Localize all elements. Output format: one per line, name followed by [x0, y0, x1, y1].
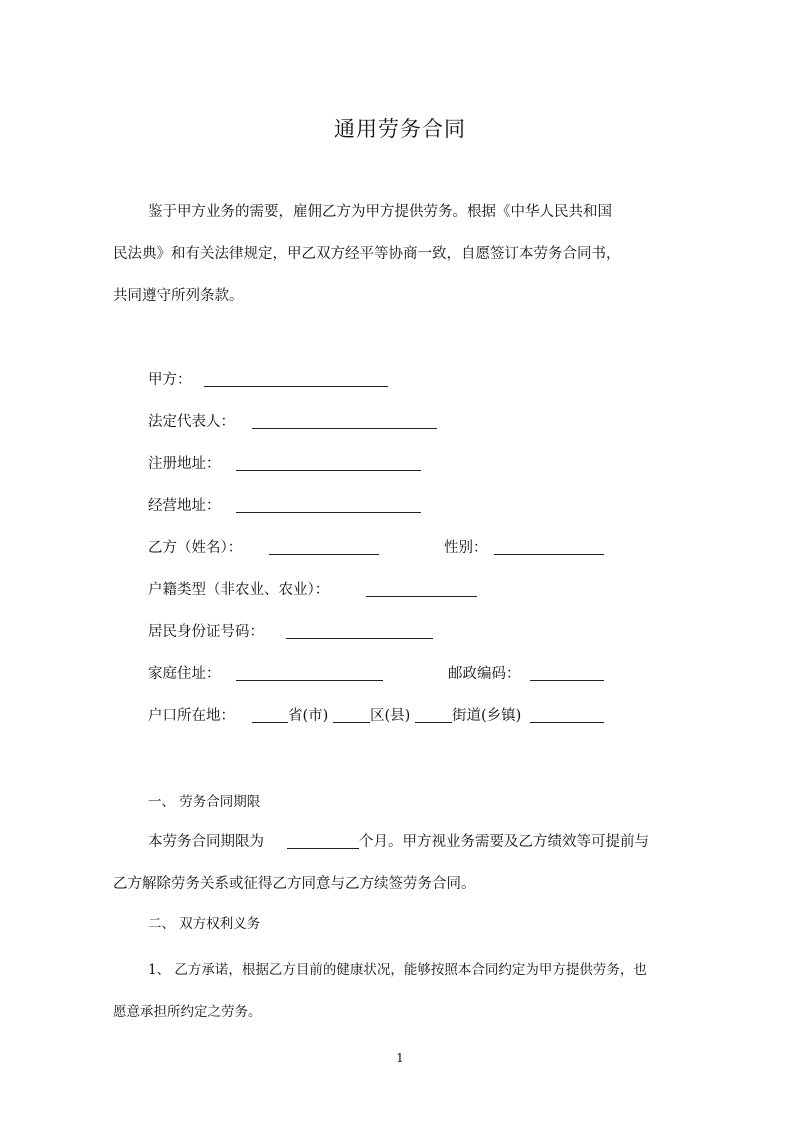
section-2-heading: 二、 双方权利义务 — [148, 916, 261, 932]
section-2-item-1-line-2: 愿意承担所约定之劳务。 — [113, 1004, 262, 1020]
hukou-type-label: 户籍类型（非农业、农业）： — [148, 582, 330, 598]
page-number: 1 — [396, 1051, 404, 1065]
district-label: 区(县) — [370, 708, 411, 724]
street-blank[interactable] — [415, 722, 452, 723]
intro-line-3: 共同遵守所列条款。 — [113, 288, 244, 304]
biz-address-blank[interactable] — [236, 512, 421, 513]
postal-code-label: 邮政编码： — [448, 666, 521, 682]
province-label: 省(市) — [288, 708, 329, 724]
intro-line-1: 鉴于甲方业务的需要，雇佣乙方为甲方提供劳务。根据《中华人民共和国 — [148, 204, 612, 220]
party-b-name-blank[interactable] — [269, 554, 379, 555]
contract-months-blank[interactable] — [287, 848, 359, 849]
biz-address-label: 经营地址： — [148, 498, 221, 514]
page-title: 通用劳务合同 — [334, 117, 466, 141]
section-2-item-1-line-1: 1、 乙方承诺，根据乙方目前的健康状况，能够按照本合同约定为甲方提供劳务，也 — [148, 962, 647, 978]
section-1-text-before: 本劳务合同期限为 — [148, 834, 264, 850]
street-label: 街道(乡镇) — [452, 708, 522, 724]
party-b-name-label: 乙方（姓名）： — [148, 540, 243, 556]
district-blank[interactable] — [333, 722, 370, 723]
id-number-blank[interactable] — [286, 638, 433, 639]
section-1-text-after: 个月。甲方视业务需要及乙方绩效等可提前与 — [359, 834, 649, 850]
gender-label: 性别： — [444, 540, 488, 556]
province-blank[interactable] — [252, 722, 288, 723]
town-blank[interactable] — [530, 722, 604, 723]
party-a-blank[interactable] — [204, 386, 388, 387]
hukou-location-label: 户口所在地： — [148, 708, 235, 724]
home-address-label: 家庭住址： — [148, 666, 221, 682]
legal-rep-blank[interactable] — [252, 428, 437, 429]
home-address-blank[interactable] — [236, 680, 383, 681]
party-a-label: 甲方： — [148, 372, 192, 388]
postal-code-blank[interactable] — [530, 680, 604, 681]
reg-address-blank[interactable] — [236, 470, 421, 471]
intro-line-2: 民法典》和有关法律规定，甲乙双方经平等协商一致，自愿签订本劳务合同书， — [113, 246, 621, 262]
section-1-heading: 一、 劳务合同期限 — [148, 794, 261, 810]
legal-rep-label: 法定代表人： — [148, 414, 235, 430]
gender-blank[interactable] — [494, 554, 604, 555]
section-1-line-2: 乙方解除劳务关系或征得乙方同意与乙方续签劳务合同。 — [113, 876, 476, 892]
reg-address-label: 注册地址： — [148, 456, 221, 472]
id-number-label: 居民身份证号码： — [148, 624, 264, 640]
hukou-type-blank[interactable] — [366, 596, 477, 597]
